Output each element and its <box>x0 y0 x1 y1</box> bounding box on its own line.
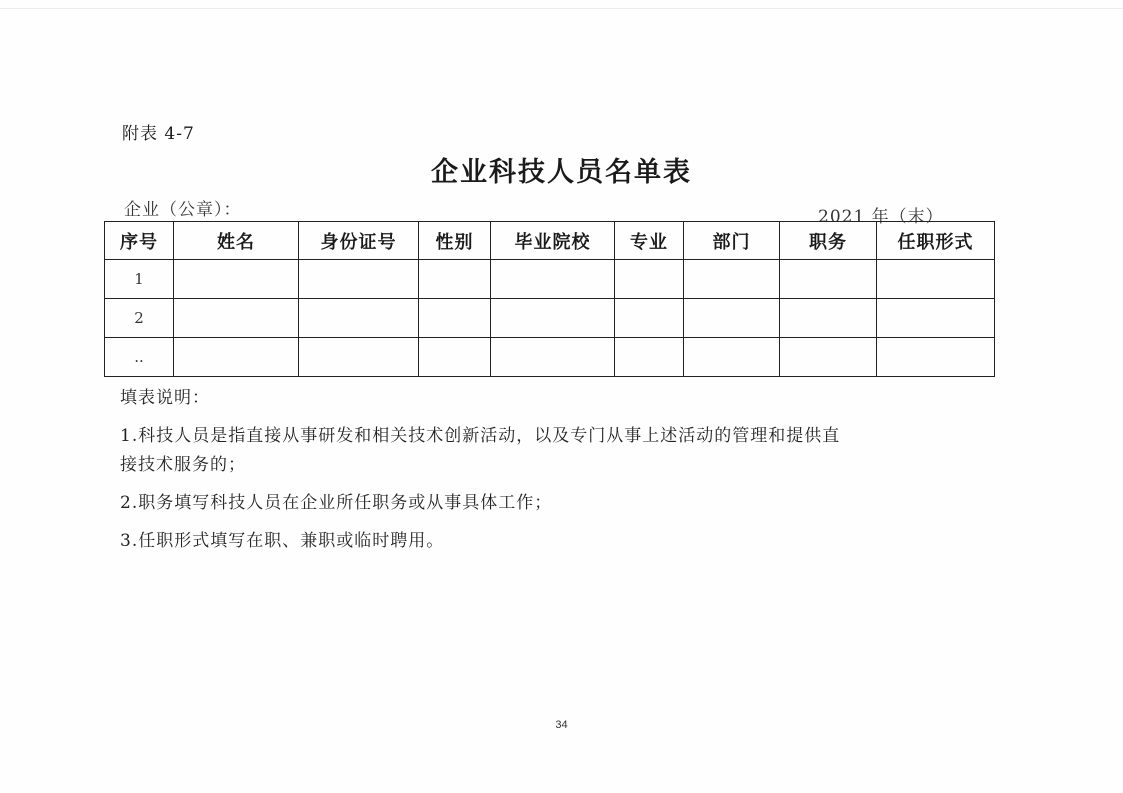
year-label: 2021 年（末） <box>818 207 944 227</box>
instruction-item-1-line-1: 1.科技人员是指直接从事研发和相关技术创新活动，以及专门从事上述活动的管理和提供直 <box>120 426 841 446</box>
table-cell-index: 1 <box>105 260 174 299</box>
appendix-label: 附表 4-7 <box>122 124 195 144</box>
table-cell <box>299 260 419 299</box>
header-cell-major: 专业 <box>615 222 684 260</box>
header-cell-gender: 性别 <box>419 222 491 260</box>
table-cell <box>174 260 299 299</box>
instruction-item-1-line-2: 接技术服务的； <box>120 455 246 475</box>
staff-table-container <box>104 221 994 379</box>
table-cell <box>780 260 877 299</box>
company-seal-label: 企业（公章）： <box>124 200 242 220</box>
table-cell <box>877 260 995 299</box>
instruction-item-3: 3.任职形式填写在职、兼职或临时聘用。 <box>120 531 445 551</box>
table-cell <box>491 338 615 377</box>
table-cell <box>684 260 780 299</box>
header-cell-school: 毕业院校 <box>491 222 615 260</box>
document-title: 企业科技人员名单表 <box>431 157 692 188</box>
table-cell <box>877 299 995 338</box>
instructions-heading: 填表说明： <box>120 388 210 408</box>
header-cell-position: 职务 <box>780 222 877 260</box>
page-number: 34 <box>555 719 568 731</box>
table-cell <box>780 299 877 338</box>
header-cell-index: 序号 <box>105 222 174 260</box>
header-cell-department: 部门 <box>684 222 780 260</box>
table-cell <box>419 299 491 338</box>
table-cell <box>877 338 995 377</box>
page-top-edge <box>0 8 1123 9</box>
table-row <box>105 299 995 338</box>
filling-instructions <box>120 384 1000 556</box>
table-cell-index: .. <box>105 338 174 377</box>
table-row <box>105 260 995 299</box>
table-cell <box>780 338 877 377</box>
header-cell-name: 姓名 <box>174 222 299 260</box>
table-cell <box>684 299 780 338</box>
header-cell-id-number: 身份证号 <box>299 222 419 260</box>
table-cell <box>491 299 615 338</box>
table-cell <box>615 260 684 299</box>
table-cell <box>174 338 299 377</box>
table-cell <box>174 299 299 338</box>
table-header-row <box>105 222 995 260</box>
table-cell <box>419 260 491 299</box>
table-row <box>105 338 995 377</box>
table-cell <box>684 338 780 377</box>
table-cell <box>615 299 684 338</box>
table-cell <box>419 338 491 377</box>
table-cell-index: 2 <box>105 299 174 338</box>
table-cell <box>299 338 419 377</box>
staff-table <box>104 221 995 377</box>
table-cell <box>299 299 419 338</box>
table-cell <box>491 260 615 299</box>
header-cell-employment-type: 任职形式 <box>877 222 995 260</box>
instruction-item-2: 2.职务填写科技人员在企业所任职务或从事具体工作； <box>120 493 553 513</box>
table-cell <box>615 338 684 377</box>
